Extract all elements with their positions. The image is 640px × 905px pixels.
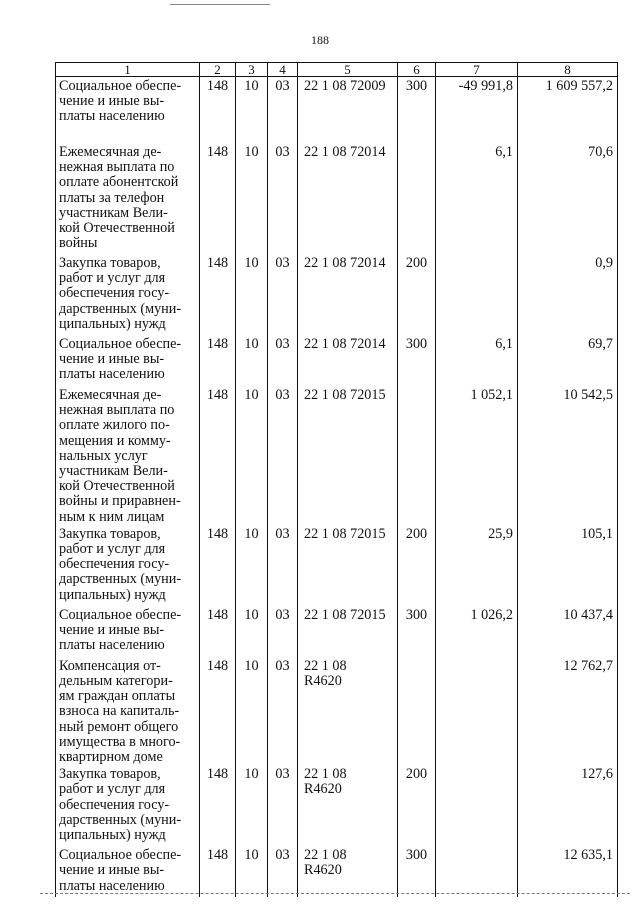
cell-target-article: 22 1 08 72009 <box>298 77 398 144</box>
cell-section: 10 <box>236 335 268 386</box>
cell-target-article: 22 1 08 R4620 <box>298 765 398 846</box>
table-row <box>56 386 618 525</box>
cell-subsection: 03 <box>268 386 298 525</box>
cell-total-amount: 70,6 <box>518 143 618 254</box>
cell-ministry-code: 148 <box>200 254 236 335</box>
cell-change-amount <box>436 846 518 897</box>
table-row <box>56 525 618 606</box>
cell-section: 10 <box>236 254 268 335</box>
table-row <box>56 335 618 386</box>
cell-change-amount: 6,1 <box>436 335 518 386</box>
cell-expense-type <box>398 143 436 254</box>
cell-ministry-code: 148 <box>200 606 236 657</box>
table-row <box>56 143 618 254</box>
cell-subsection: 03 <box>268 657 298 765</box>
cell-total-amount: 12 762,7 <box>518 657 618 765</box>
column-header: 4 <box>268 63 298 77</box>
cell-target-article: 22 1 08 R4620 <box>298 846 398 897</box>
scan-artifact-line <box>170 4 270 5</box>
cell-section: 10 <box>236 525 268 606</box>
cell-section: 10 <box>236 657 268 765</box>
table-header-row <box>56 63 618 77</box>
cell-subsection: 03 <box>268 525 298 606</box>
cell-ministry-code: 148 <box>200 846 236 897</box>
cell-ministry-code: 148 <box>200 386 236 525</box>
table-row <box>56 846 618 897</box>
cell-change-amount <box>436 765 518 846</box>
column-header: 5 <box>298 63 398 77</box>
cell-name: Закупка товаров, работ и услуг для обеспечения госу- дарственных (муни- ципальных) нужд <box>56 765 200 846</box>
cell-subsection: 03 <box>268 254 298 335</box>
cell-total-amount: 10 542,5 <box>518 386 618 525</box>
cell-name: Социальное обеспе- чение и иные вы- платы населению <box>56 77 200 144</box>
cell-total-amount: 1 609 557,2 <box>518 77 618 144</box>
cell-ministry-code: 148 <box>200 657 236 765</box>
budget-table <box>55 62 618 897</box>
column-header: 7 <box>436 63 518 77</box>
cell-subsection: 03 <box>268 765 298 846</box>
cell-name: Компенсация от- дельным категори- ям граждан оплаты взноса на капиталь- ный ремонт общего имущества в много- квартирном доме <box>56 657 200 765</box>
cell-expense-type: 200 <box>398 525 436 606</box>
cell-target-article: 22 1 08 72014 <box>298 335 398 386</box>
cell-target-article: 22 1 08 72014 <box>298 143 398 254</box>
cell-section: 10 <box>236 143 268 254</box>
cell-expense-type: 200 <box>398 765 436 846</box>
cell-total-amount: 12 635,1 <box>518 846 618 897</box>
cell-expense-type: 300 <box>398 606 436 657</box>
column-header: 1 <box>56 63 200 77</box>
cell-name: Закупка товаров, работ и услуг для обеспечения госу- дарственных (муни- ципальных) нужд <box>56 254 200 335</box>
table-row <box>56 606 618 657</box>
cell-ministry-code: 148 <box>200 143 236 254</box>
cell-ministry-code: 148 <box>200 765 236 846</box>
cell-change-amount: 25,9 <box>436 525 518 606</box>
cell-subsection: 03 <box>268 335 298 386</box>
cell-total-amount: 10 437,4 <box>518 606 618 657</box>
cell-name: Закупка товаров, работ и услуг для обеспечения госу- дарственных (муни- ципальных) нужд <box>56 525 200 606</box>
cell-ministry-code: 148 <box>200 77 236 144</box>
column-header: 6 <box>398 63 436 77</box>
cell-ministry-code: 148 <box>200 335 236 386</box>
cell-expense-type: 300 <box>398 77 436 144</box>
cell-target-article: 22 1 08 72014 <box>298 254 398 335</box>
cell-expense-type <box>398 657 436 765</box>
cell-change-amount: -49 991,8 <box>436 77 518 144</box>
cell-change-amount: 6,1 <box>436 143 518 254</box>
cell-target-article: 22 1 08 72015 <box>298 606 398 657</box>
table-row <box>56 765 618 846</box>
column-header: 2 <box>200 63 236 77</box>
cell-subsection: 03 <box>268 77 298 144</box>
cell-subsection: 03 <box>268 606 298 657</box>
cell-change-amount: 1 026,2 <box>436 606 518 657</box>
table-row <box>56 77 618 144</box>
cell-change-amount <box>436 254 518 335</box>
cell-section: 10 <box>236 606 268 657</box>
cell-total-amount: 127,6 <box>518 765 618 846</box>
cell-name: Ежемесячная де- нежная выплата по оплате абонентской платы за телефон участникам Вели- кой Отечественной войны <box>56 143 200 254</box>
page-number: 188 <box>311 33 329 47</box>
table-row <box>56 657 618 765</box>
cell-total-amount: 105,1 <box>518 525 618 606</box>
cell-section: 10 <box>236 77 268 144</box>
cell-section: 10 <box>236 765 268 846</box>
cell-target-article: 22 1 08 72015 <box>298 386 398 525</box>
page-bottom-line <box>40 893 630 894</box>
cell-expense-type: 300 <box>398 335 436 386</box>
cell-section: 10 <box>236 846 268 897</box>
cell-expense-type: 200 <box>398 254 436 335</box>
cell-total-amount: 69,7 <box>518 335 618 386</box>
cell-section: 10 <box>236 386 268 525</box>
table-row <box>56 254 618 335</box>
cell-subsection: 03 <box>268 846 298 897</box>
cell-change-amount <box>436 657 518 765</box>
cell-name: Социальное обеспе- чение и иные вы- платы населению <box>56 606 200 657</box>
cell-target-article: 22 1 08 72015 <box>298 525 398 606</box>
column-header: 8 <box>518 63 618 77</box>
cell-expense-type: 300 <box>398 846 436 897</box>
cell-change-amount: 1 052,1 <box>436 386 518 525</box>
cell-total-amount: 0,9 <box>518 254 618 335</box>
cell-name: Социальное обеспе- чение и иные вы- платы населению <box>56 335 200 386</box>
cell-subsection: 03 <box>268 143 298 254</box>
cell-target-article: 22 1 08 R4620 <box>298 657 398 765</box>
cell-name: Ежемесячная де- нежная выплата по оплате жилого по- мещения и комму- нальных услуг участникам Вели- кой Отечественной войны и приравнен- ным к ним лицам <box>56 386 200 525</box>
cell-expense-type <box>398 386 436 525</box>
column-header: 3 <box>236 63 268 77</box>
cell-name: Социальное обеспе- чение и иные вы- платы населению <box>56 846 200 897</box>
cell-ministry-code: 148 <box>200 525 236 606</box>
